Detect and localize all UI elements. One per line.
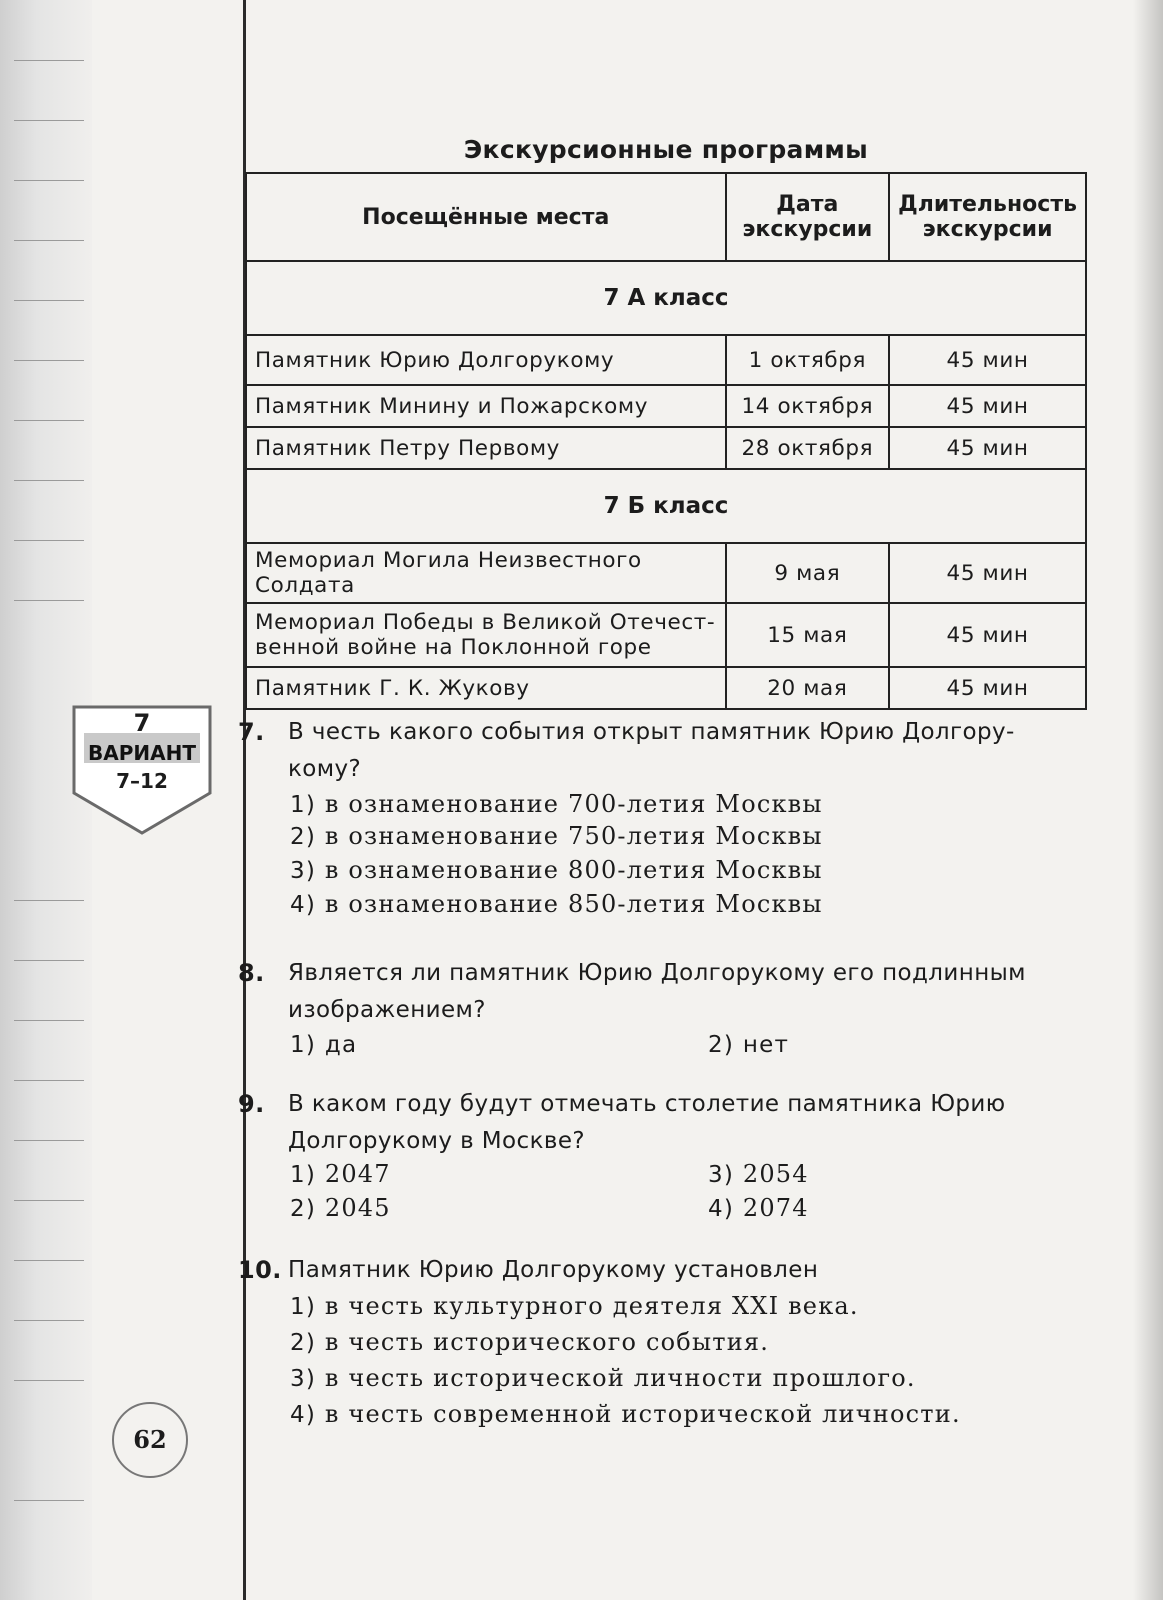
q9-option-1: 1) 2047 — [290, 1160, 391, 1188]
page-number: 62 — [112, 1402, 188, 1478]
header-date: Дата экскурсии — [726, 173, 890, 261]
q9-option-4: 4) 2074 — [708, 1194, 809, 1222]
table-header-row — [246, 173, 1086, 261]
q7-option-4: 4) в ознаменование 850-летия Москвы — [290, 890, 823, 918]
page-edge-shadow — [1133, 0, 1163, 1600]
variant-word: ВАРИАНТ — [88, 741, 196, 765]
q10-option-1: 1) в честь культурного деятеля XXI века. — [290, 1292, 859, 1320]
table-row: Памятник Минину и Пожарскому 14 октября 45 мин — [246, 385, 1086, 427]
variant-range: 7–12 — [116, 769, 168, 793]
q8-option-2: 2) нет — [708, 1032, 790, 1058]
q7-option-3: 3) в ознаменование 800-летия Москвы — [290, 856, 823, 884]
q10-option-3: 3) в честь исторической личности прошлого. — [290, 1364, 916, 1392]
excursion-table — [245, 172, 1087, 710]
group-row-7b: 7 Б класс — [246, 469, 1086, 543]
table-title: Экскурсионные программы — [463, 135, 869, 164]
q9-option-3: 3) 2054 — [708, 1160, 809, 1188]
q10-option-4: 4) в честь современной исторической личности. — [290, 1400, 961, 1428]
table-row: Мемориал Могила Неизвестного Солдата 9 мая 45 мин — [246, 543, 1086, 603]
q8-option-1: 1) да — [290, 1032, 358, 1058]
table-row: Памятник Г. К. Жукову 20 мая 45 мин — [246, 667, 1086, 709]
variant-badge — [70, 705, 214, 835]
q9-option-2: 2) 2045 — [290, 1194, 391, 1222]
group-row-7a: 7 А класс — [246, 261, 1086, 335]
header-place: Посещённые места — [246, 173, 726, 261]
table-row: Мемориал Победы в Великой Отечест- венной войне на Поклонной горе 15 мая 45 мин — [246, 603, 1086, 667]
q7-option-1: 1) в ознаменование 700-летия Москвы — [290, 790, 823, 818]
variant-number: 7 — [133, 709, 151, 737]
header-duration: Длительность экскурсии — [889, 173, 1086, 261]
table-row: Памятник Петру Первому 28 октября 45 мин — [246, 427, 1086, 469]
table-row: Памятник Юрию Долгорукому 1 октября 45 мин — [246, 335, 1086, 385]
q7-option-2: 2) в ознаменование 750-летия Москвы — [290, 822, 823, 850]
q10-option-2: 2) в честь исторического события. — [290, 1328, 770, 1356]
